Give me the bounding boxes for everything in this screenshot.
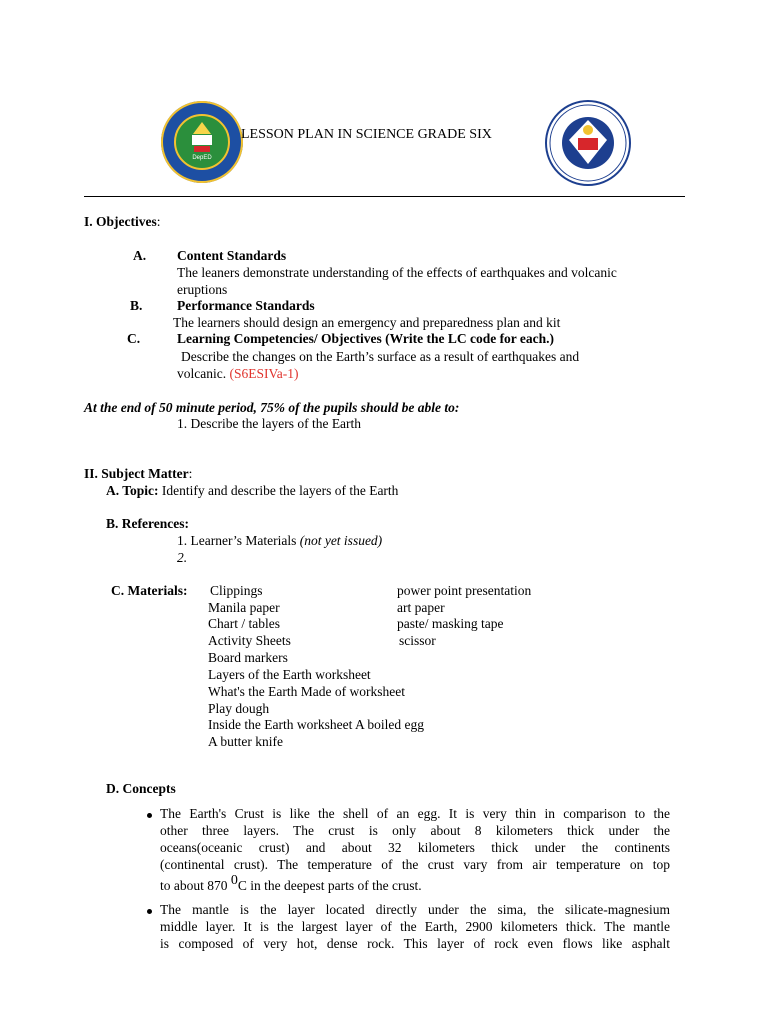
content-standards-title: Content Standards <box>177 248 287 263</box>
performance-standards-title: Performance Standards <box>177 298 315 313</box>
deped-seal-logo <box>545 100 631 186</box>
objective-item-1: 1. Describe the layers of the Earth <box>177 416 362 431</box>
objective-c-letter: C. <box>127 331 141 346</box>
material-left-5: Board markers <box>208 650 288 665</box>
objectives-heading: I. Objectives <box>84 214 157 229</box>
concept-1-line-3: oceans(oceanic crust) and about 32 kilometers thick under the continents <box>160 840 670 855</box>
concept-1-line-1: The Earth's Crust is like the shell of an egg. It is very thin in comparison to the <box>160 806 670 821</box>
material-right-3: paste/ masking tape <box>397 616 504 631</box>
material-left-1: Clippings <box>210 583 263 598</box>
learning-competencies-title: Learning Competencies/ Objectives (Write the LC code for each.) <box>177 331 555 346</box>
objective-a-letter: A. <box>133 248 147 263</box>
reference-1-text: 1. Learner’s Materials <box>177 533 297 548</box>
material-left-3: Chart / tables <box>208 616 280 631</box>
division-seal-logo <box>160 100 244 184</box>
content-standards-text-2: eruptions <box>177 282 228 297</box>
objectives-colon: : <box>156 214 161 229</box>
concept-1-bullet <box>147 813 152 818</box>
subject-matter-heading: II. Subject Matter <box>84 466 189 481</box>
learning-competencies-text-1: Describe the changes on the Earth’s surface as a result of earthquakes and <box>181 349 580 364</box>
page-title: LESSON PLAN IN SCIENCE GRADE SIX <box>241 127 492 142</box>
concept-2-line-2: middle layer. It is the largest layer of the Earth, 2900 kilometers thick. The mantle <box>160 919 670 934</box>
concept-1-line-2: other three layers. The crust is only about 8 kilometers thick under the <box>160 823 670 838</box>
subject-matter-heading-line <box>84 466 192 482</box>
concepts-label: D. Concepts <box>106 781 176 796</box>
concept-1-line-5-pre: to about 870 <box>160 878 228 893</box>
material-right-2: art paper <box>397 600 445 615</box>
content-standards-text-1: The leaners demonstrate understanding of the effects of earthquakes and volcanic <box>177 265 617 280</box>
end-of-period-statement: At the end of 50 minute period, 75% of the pupils should be able to: <box>84 400 460 415</box>
objective-b-letter: B. <box>130 298 143 313</box>
material-left-8: Play dough <box>208 701 270 716</box>
material-left-10: A butter knife <box>208 734 283 749</box>
material-left-6: Layers of the Earth worksheet <box>208 667 371 682</box>
materials-label: C. Materials: <box>111 583 188 598</box>
subject-matter-colon: : <box>188 466 193 481</box>
material-left-7: What's the Earth Made of worksheet <box>208 684 405 699</box>
concept-1-degree-sup: 0 <box>230 873 238 888</box>
learning-competencies-text-2 <box>177 366 298 382</box>
learning-competencies-text-2-main: volcanic. <box>177 366 227 381</box>
material-left-2: Manila paper <box>208 600 280 615</box>
references-label: B. References: <box>106 516 189 531</box>
header-divider <box>84 196 685 197</box>
material-left-4: Activity Sheets <box>208 633 291 648</box>
concept-1-line-5 <box>160 873 422 895</box>
material-right-1: power point presentation <box>397 583 532 598</box>
topic-label: A. Topic: <box>106 483 159 498</box>
concept-1-line-5-post: C in the deepest parts of the crust. <box>237 878 422 893</box>
reference-2: 2. <box>177 550 188 565</box>
concept-1-line-4: (continental crust). The temperature of the crust vary from air temperature on top <box>160 857 670 872</box>
material-right-4: scissor <box>399 633 436 648</box>
topic-text: Identify and describe the layers of the Earth <box>161 483 399 498</box>
concept-2-line-3: is composed of very hot, dense rock. This layer of rock even flows like asphalt <box>160 936 670 951</box>
objectives-heading-line <box>84 214 161 230</box>
topic-line <box>106 483 398 499</box>
lc-code: (S6ESIVa-1) <box>229 366 299 381</box>
reference-1-note: (not yet issued) <box>299 533 383 548</box>
performance-standards-text: The learners should design an emergency and preparedness plan and kit <box>173 315 561 330</box>
concept-2-line-1: The mantle is the layer located directly under the sima, the silicate-magnesium <box>160 902 670 917</box>
reference-1 <box>177 533 382 549</box>
svg-text:DepED: DepED <box>192 155 212 161</box>
material-left-9: Inside the Earth worksheet A boiled egg <box>208 717 424 732</box>
concept-2-bullet <box>147 909 152 914</box>
